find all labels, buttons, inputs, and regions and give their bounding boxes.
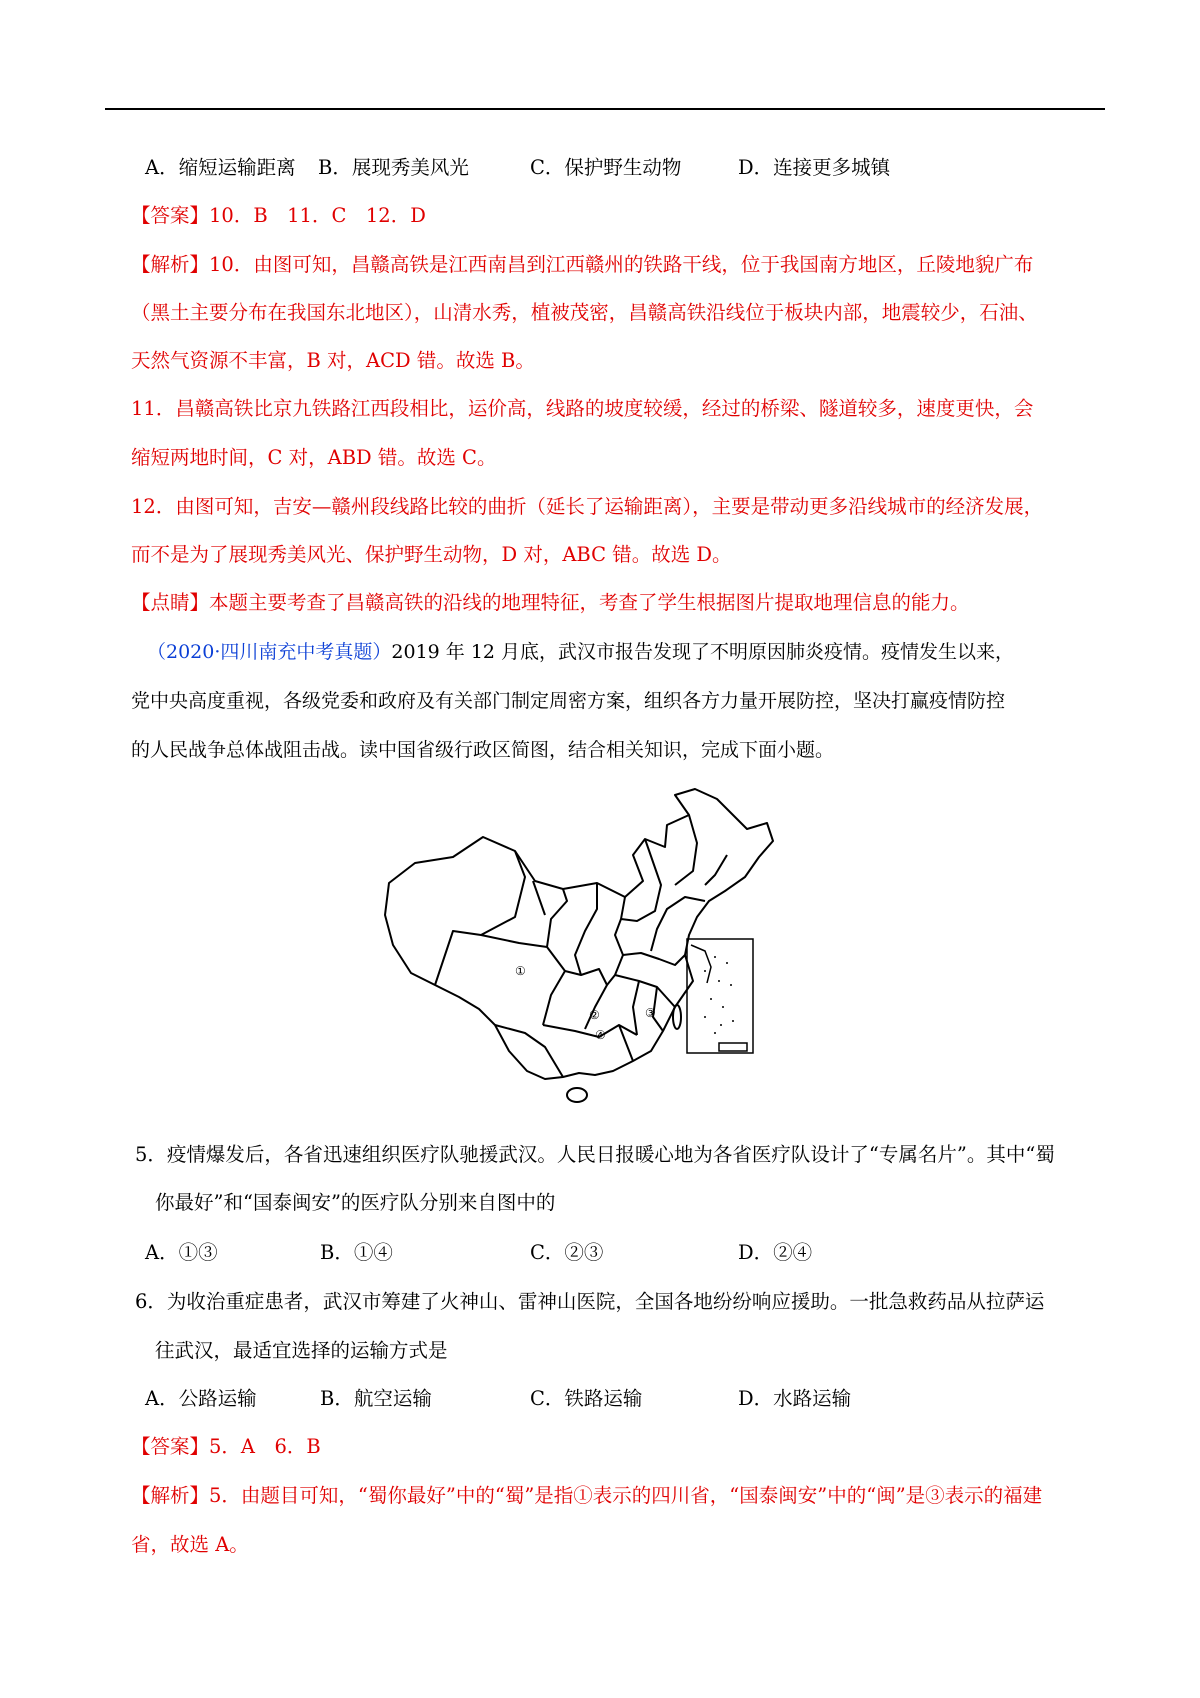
- option-b: B．展现秀美风光: [318, 156, 469, 179]
- map-marker-1: ①: [515, 964, 526, 978]
- map-marker-3: ③: [645, 1006, 656, 1020]
- analysis-line: 缩短两地时间，C 对，ABD 错。故选 C。: [131, 446, 497, 469]
- south-china-sea-inset: [687, 939, 753, 1053]
- q6-option-c: C．铁路运输: [530, 1387, 643, 1410]
- analysis-line: 【解析】10．由图可知，昌赣高铁是江西南昌到江西赣州的铁路干线，位于我国南方地区，丘陵地貌广布: [131, 253, 1034, 276]
- option-c: C．保护野生动物: [530, 156, 682, 179]
- map-marker-2: ②: [589, 1008, 600, 1022]
- q6-option-b: B．航空运输: [320, 1387, 432, 1410]
- question-5-line-1: 5．疫情爆发后，各省迅速组织医疗队驰援武汉。人民日报暖心地为各省医疗队设计了“专属名片”。其中“蜀: [135, 1143, 1055, 1166]
- option-a: A．缩短运输距离: [145, 156, 296, 179]
- q5-option-b: B．①④: [320, 1241, 393, 1264]
- question-6-line-2: 往武汉，最适宜选择的运输方式是: [155, 1339, 448, 1362]
- china-province-map: [375, 785, 825, 1115]
- intro-text: 2019 年 12 月底，武汉市报告发现了不明原因肺炎疫情。疫情发生以来，: [391, 641, 1015, 663]
- analysis-line: 天然气资源不丰富，B 对，ACD 错。故选 B。: [131, 349, 535, 372]
- analysis-line: 11．昌赣高铁比京九铁路江西段相比，运价高，线路的坡度较缓，经过的桥梁、隧道较多，速度更快，会: [131, 397, 1034, 420]
- header-rule: [105, 108, 1105, 110]
- q6-option-d: D．水路运输: [738, 1387, 852, 1410]
- question-source: （2020·四川南充中考真题）: [147, 641, 392, 663]
- q6-option-a: A．公路运输: [145, 1387, 257, 1410]
- q5-option-d: D．②④: [738, 1241, 813, 1264]
- analysis-line: （黑土主要分布在我国东北地区），山清水秀，植被茂密，昌赣高铁沿线位于板块内部，地震较少，石油、: [131, 301, 1038, 324]
- tip-line: 【点睛】本题主要考查了昌赣高铁的沿线的地理特征，考查了学生根据图片提取地理信息的能力。: [131, 591, 970, 614]
- question-intro-line-1: [147, 637, 1014, 667]
- analysis-line: 省，故选 A。: [131, 1533, 249, 1556]
- question-5-line-2: 你最好”和“国泰闽安”的医疗队分别来自图中的: [155, 1191, 556, 1214]
- option-d: D．连接更多城镇: [738, 156, 891, 179]
- q5-option-a: A．①③: [145, 1241, 218, 1264]
- analysis-line: 而不是为了展现秀美风光、保护野生动物，D 对，ABC 错。故选 D。: [131, 543, 732, 566]
- analysis-line: 【解析】5．由题目可知，“蜀你最好”中的“蜀”是指①表示的四川省，“国泰闽安”中的“闽”是③表示的福建: [131, 1484, 1043, 1507]
- question-intro-line-3: 的人民战争总体战阻击战。读中国省级行政区简图，结合相关知识，完成下面小题。: [131, 739, 835, 761]
- question-intro-line-2: 党中央高度重视，各级党委和政府及有关部门制定周密方案，组织各方力量开展防控，坚决打赢疫情防控: [131, 690, 1006, 712]
- question-6-line-1: 6．为收治重症患者，武汉市筹建了火神山、雷神山医院，全国各地纷纷响应援助。一批急救药品从拉萨运: [135, 1290, 1045, 1313]
- map-marker-4: ④: [595, 1028, 606, 1042]
- answer-line-1: 【答案】10．B 11．C 12．D: [131, 204, 426, 227]
- answer-line-2: 【答案】5．A 6．B: [131, 1435, 321, 1458]
- q5-option-c: C．②③: [530, 1241, 604, 1264]
- analysis-line: 12．由图可知，吉安—赣州段线路比较的曲折（延长了运输距离），主要是带动更多沿线城市的经济发展，: [131, 495, 1044, 518]
